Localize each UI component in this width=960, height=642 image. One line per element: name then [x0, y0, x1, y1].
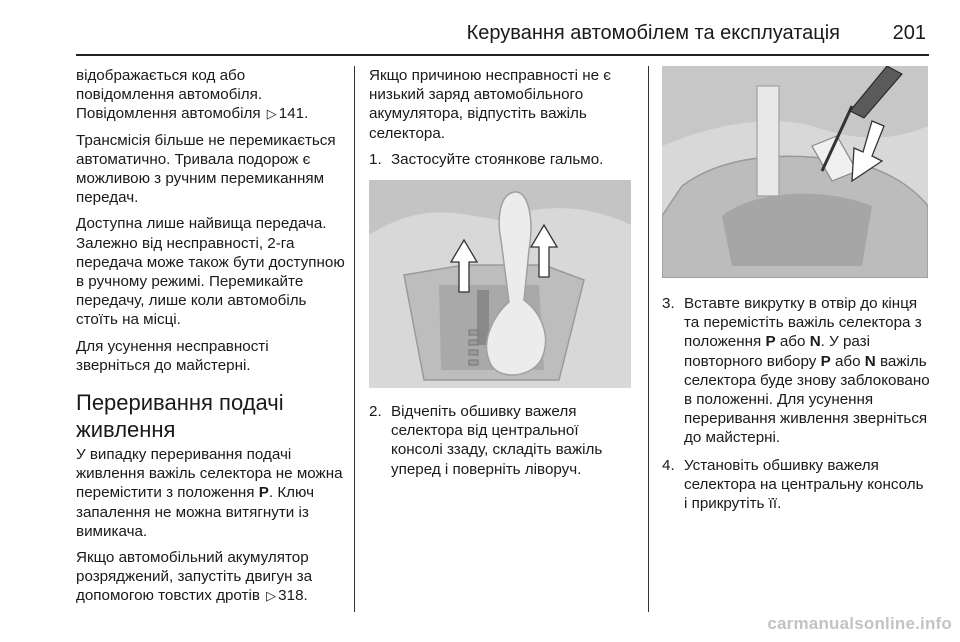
paragraph-text: відображається код або повідомлення автомобіля. Повідомлення автомобіля — [76, 67, 263, 123]
cross-reference-page: 318. — [278, 587, 308, 605]
column-3 — [662, 66, 930, 521]
triangle-right-outline-icon: ▷ — [266, 588, 277, 604]
step-text: Вставте викрутку в отвір до кінця та перемістіть важіль селектора з положення — [684, 295, 922, 351]
watermark: carmanualsonline.info — [767, 614, 952, 633]
column-2 — [369, 66, 633, 487]
step-2 — [369, 402, 633, 479]
section-heading: Переривання подачі живлення — [76, 390, 284, 443]
triangle-right-outline-icon: ▷ — [266, 106, 277, 122]
gear-position-p: P — [765, 333, 776, 351]
step-number: 3. — [662, 295, 675, 312]
cross-reference-page: 141. — [278, 105, 309, 123]
column-divider-2 — [648, 66, 649, 612]
paragraph-text: У випадку переривання подачі живлення важіль селектора не можна перемістити з положення — [76, 446, 343, 502]
gear-position-p: P — [258, 484, 269, 502]
paragraph — [76, 66, 346, 124]
selector-lever-drawing — [369, 180, 631, 388]
page-number: 201 — [892, 22, 926, 44]
cross-reference[interactable] — [264, 587, 308, 604]
cross-reference[interactable] — [265, 105, 309, 122]
paragraph-text: . Ключ запалення не можна витягнути із вимикача. — [76, 484, 315, 540]
paragraph-text: Якщо автомобільний акумулятор розряджений, запустіть двигун за допомогою товстих дротів — [76, 549, 313, 605]
gear-position-n: N — [809, 333, 821, 351]
step-text: Установіть обшивку важеля селектора на центральну консоль і прикрутіть її. — [684, 456, 924, 513]
step-3 — [662, 294, 930, 448]
selector-lever-illustration — [369, 180, 631, 388]
step-4 — [662, 456, 930, 514]
column-1 — [76, 66, 346, 613]
step-number: 2. — [369, 403, 382, 421]
screwdriver-release-drawing — [662, 66, 928, 278]
paragraph: Для усунення несправності зверніться до майстерні. — [76, 337, 269, 374]
step-text: Застосуйте стоянкове гальмо. — [391, 150, 604, 168]
paragraph: Якщо причиною несправності не є низький заряд автомобільного акумулятора, відпустіть важіль селектора. — [369, 67, 611, 142]
screwdriver-release-illustration — [662, 66, 928, 278]
step-text: або — [834, 352, 861, 370]
step-text: або — [779, 333, 806, 351]
column-divider-1 — [354, 66, 355, 612]
paragraph: Трансмісія більше не перемикається автоматично. Тривала подорож є можливою з ручним перемиканням передач. — [76, 131, 336, 207]
step-text: . У разі повторного вибору — [684, 333, 871, 370]
step-number: 4. — [662, 456, 675, 474]
header-rule — [76, 54, 929, 56]
step-text: Відчепіть обшивку важеля селектора від центральної консолі ззаду, складіть важіль уперед і поверніть ліворуч. — [391, 403, 603, 478]
step-number: 1. — [369, 150, 382, 168]
gear-position-p: P — [820, 352, 831, 370]
page-header-title: Керування автомобілем та експлуатація — [466, 22, 840, 44]
step-1 — [369, 150, 633, 169]
paragraph — [76, 548, 346, 606]
paragraph: Доступна лише найвища передача. Залежно від несправності, 2-га передача може також бути доступною в ручному режимі. Перемикайте передачу, лише коли автомобіль стоїть на місці. — [76, 215, 345, 329]
gear-position-n: N — [864, 352, 876, 370]
paragraph — [76, 445, 346, 541]
step-text: важіль селектора буде знову заблоковано в положенні. Для усунення переривання живлення зверніться до майстерні. — [684, 352, 930, 447]
